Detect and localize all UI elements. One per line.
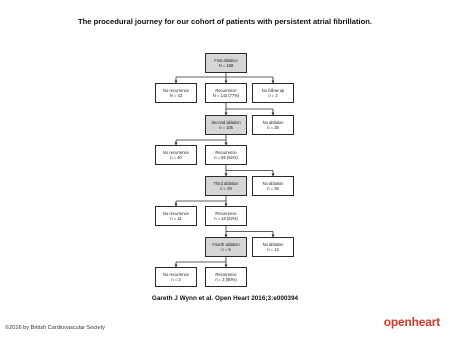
node-no-recurrence-3-count: n = 11: [170, 216, 182, 222]
node-no-follow-up-label: No follow up: [261, 88, 285, 93]
node-no-ablation-4-count: n = 13: [267, 247, 279, 253]
node-no-recurrence-2-label: No recurrence: [163, 150, 189, 155]
openheart-logo: openheart: [383, 315, 440, 329]
copyright-notice: ©2016 by British Cardiovascular Society: [5, 325, 105, 331]
node-recurrence-2: [205, 145, 247, 165]
node-no-recurrence-4: [155, 267, 197, 287]
node-recurrence-4-label: Recurrence: [215, 272, 237, 277]
node-recurrence-1-count: N = 143 (77%): [212, 93, 240, 99]
node-third-ablation-label: Third ablation: [213, 181, 239, 186]
node-recurrence-1-label: Recurrence: [215, 88, 237, 93]
node-no-recurrence-3-label: No recurrence: [163, 211, 189, 216]
figure-citation: Gareth J Wynn et al. Open Heart 2016;3:e000394: [151, 295, 299, 302]
node-no-recurrence-2-count: n = 40: [170, 155, 182, 161]
node-no-follow-up: [252, 83, 294, 103]
node-no-recurrence-4-label: No recurrence: [163, 272, 189, 277]
node-no-ablation-2-label: No ablation: [262, 120, 284, 125]
node-no-recurrence-3: [155, 206, 197, 226]
node-no-ablation-3: [252, 176, 294, 196]
node-recurrence-3-label: Recurrence: [215, 211, 237, 216]
node-no-ablation-4: [252, 237, 294, 257]
node-no-recurrence-1-count: N = 43: [169, 93, 183, 99]
node-second-ablation: [205, 115, 247, 135]
node-recurrence-1: [205, 83, 247, 103]
node-fourth-ablation-label: Fourth ablation: [212, 242, 240, 247]
figure-title: The procedural journey for our cohort of patients with persistent atrial fibrillation.: [77, 17, 373, 26]
node-first-ablation-count: N = 188: [218, 63, 234, 69]
node-second-ablation-label: Second ablation: [211, 120, 241, 125]
node-fourth-ablation-count: n = 5: [221, 247, 231, 253]
node-first-ablation-label: First ablation: [214, 58, 238, 63]
node-no-ablation-2: [252, 115, 294, 135]
node-no-recurrence-1-label: No recurrence: [163, 88, 189, 93]
node-recurrence-4: [205, 267, 247, 287]
node-no-recurrence-4-count: n = 2: [171, 277, 181, 283]
node-second-ablation-count: n = 105: [219, 125, 233, 131]
node-no-ablation-4-label: No ablation: [262, 242, 284, 247]
node-no-ablation-3-label: No ablation: [262, 181, 284, 186]
node-no-recurrence-2: [155, 145, 197, 165]
node-third-ablation-count: n = 29: [220, 186, 232, 192]
node-first-ablation: [205, 53, 247, 73]
node-recurrence-3-count: n = 18 (62%): [214, 216, 238, 222]
node-no-recurrence-1: [155, 83, 197, 103]
node-third-ablation: [205, 176, 247, 196]
node-fourth-ablation: [205, 237, 247, 257]
node-no-follow-up-count: n = 2: [268, 93, 278, 99]
node-no-ablation-3-count: n = 36: [267, 186, 279, 192]
node-recurrence-2-label: Recurrence: [215, 150, 237, 155]
node-recurrence-3: [205, 206, 247, 226]
node-no-ablation-2-count: n = 38: [267, 125, 279, 131]
node-recurrence-4-count: n = 3 (60%): [215, 277, 237, 283]
node-recurrence-2-count: n = 65 (62%): [214, 155, 238, 161]
